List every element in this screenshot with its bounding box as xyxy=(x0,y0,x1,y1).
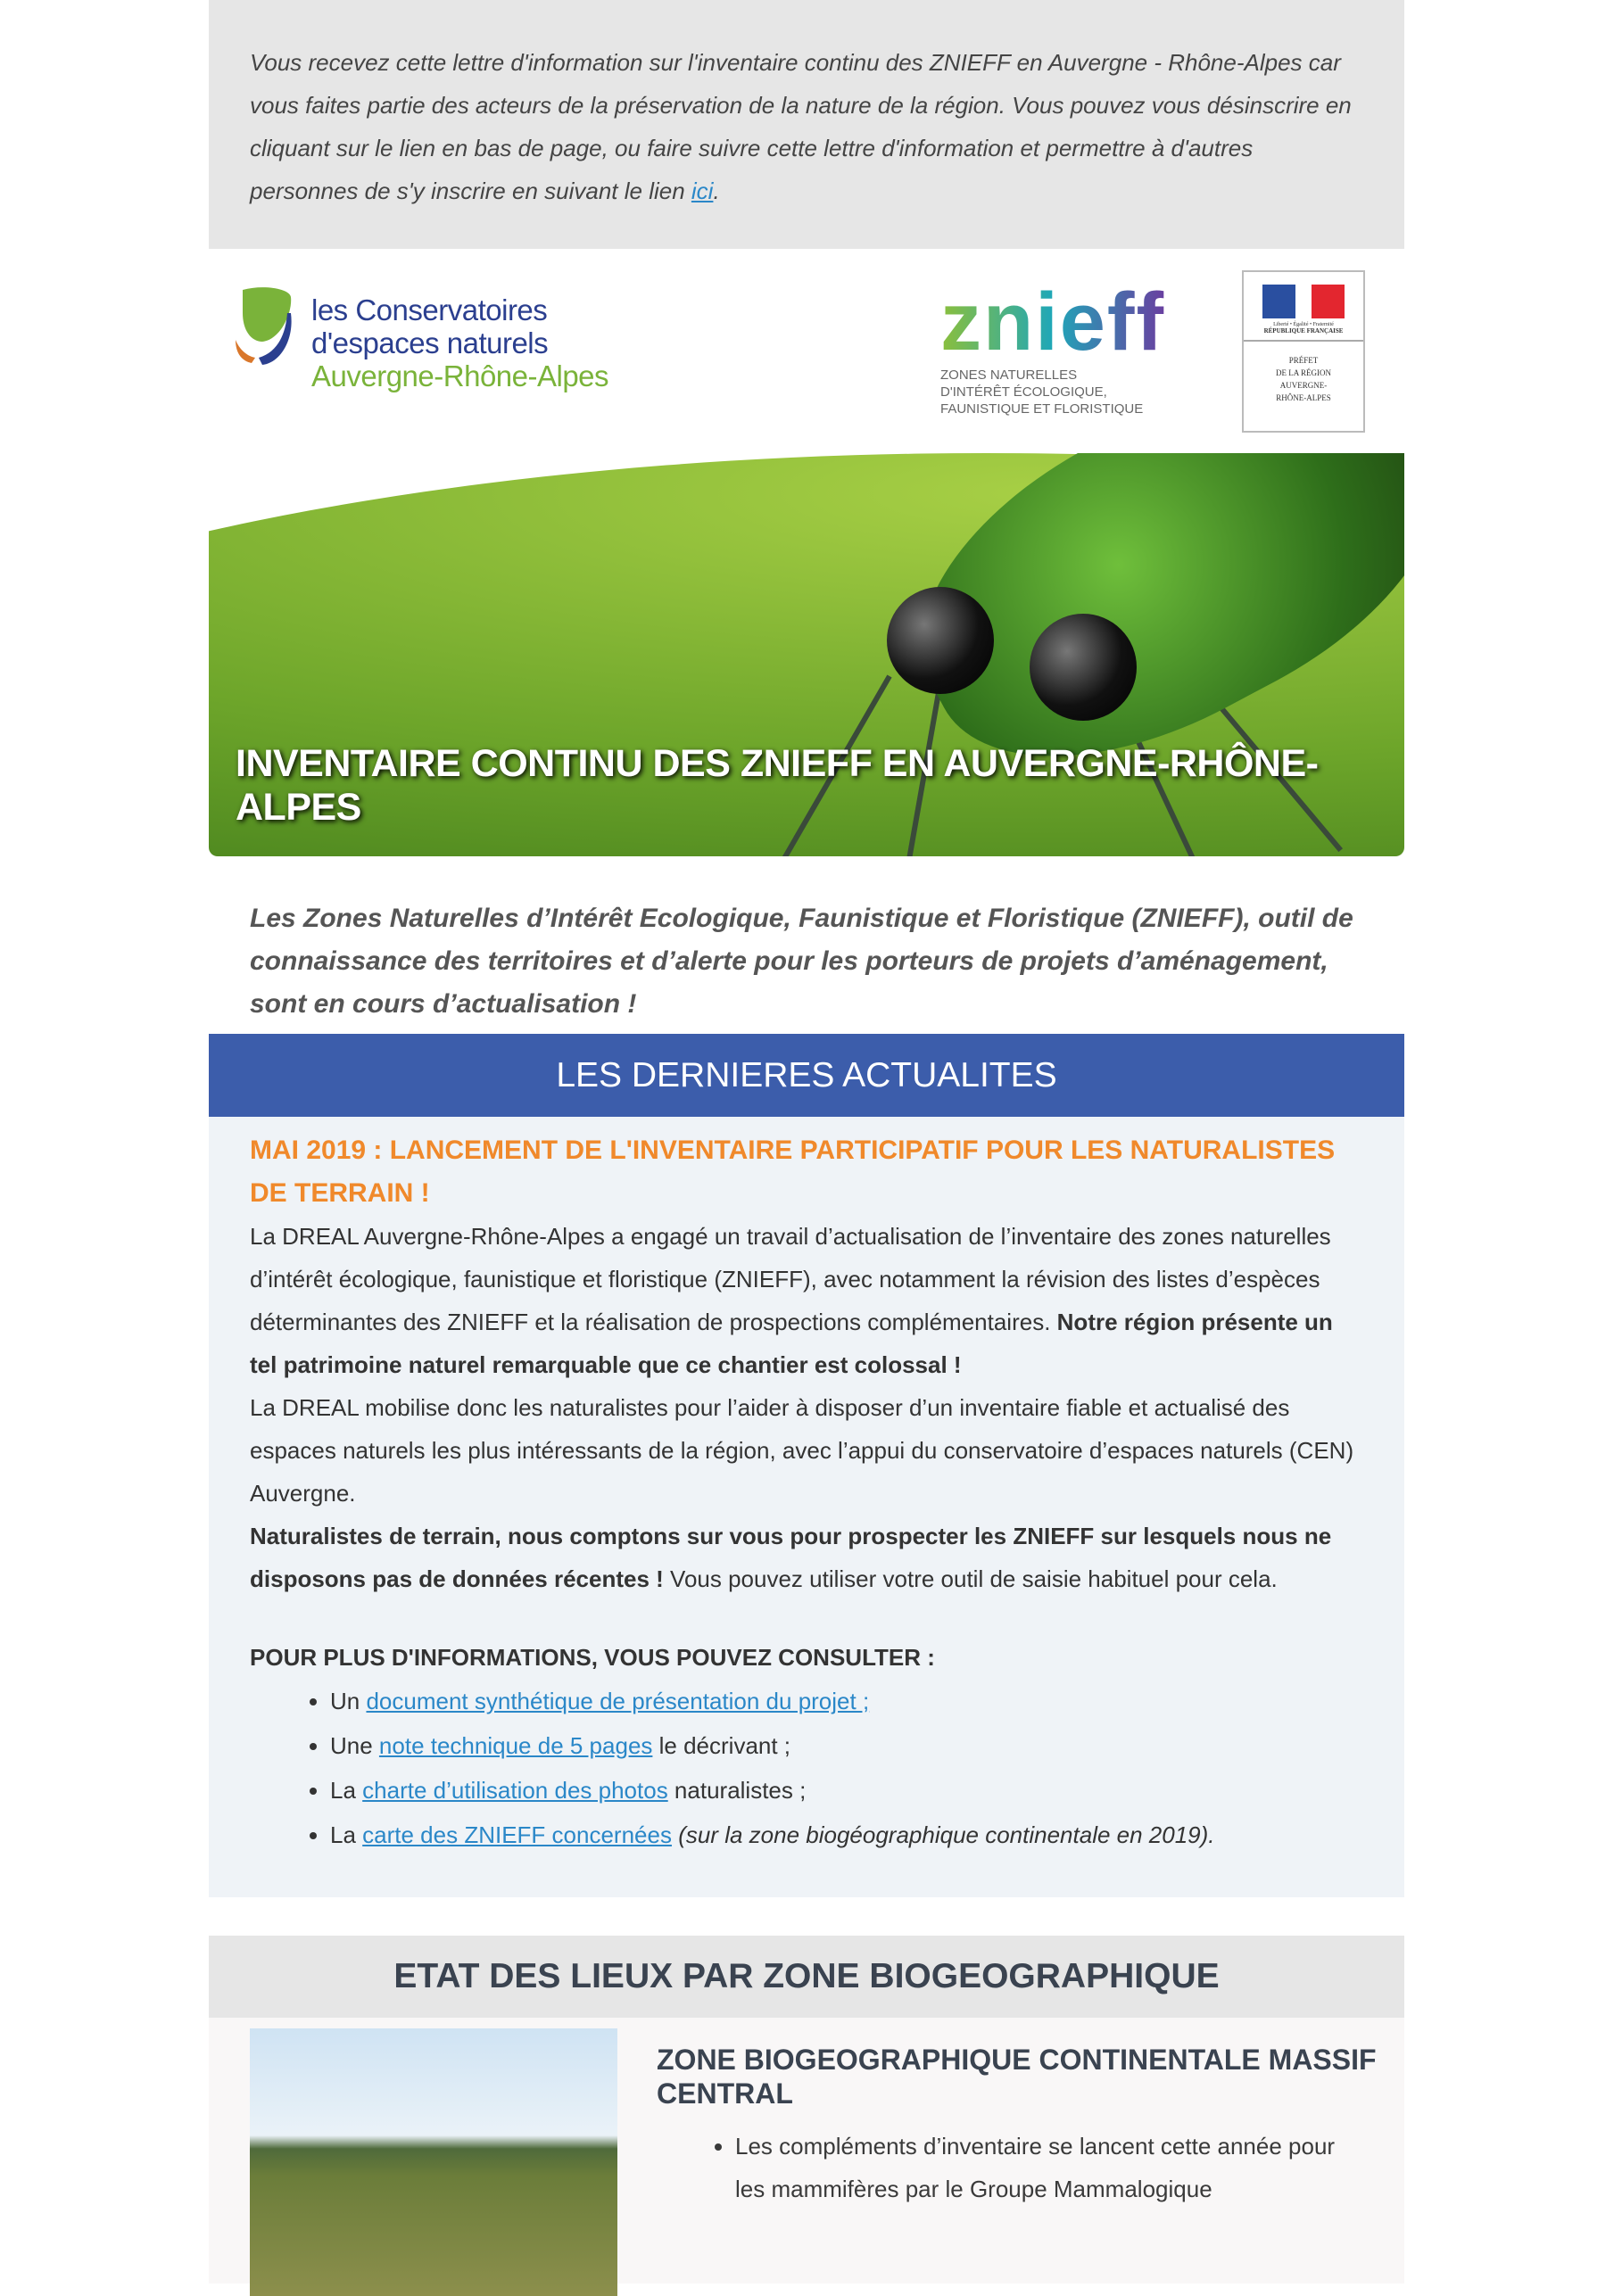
p1-bold: Notre région présente un tel patrimoine naturel remarquable que ce chantier est colossal ! xyxy=(250,1309,1333,1378)
actualites-section xyxy=(209,1117,1404,1897)
list-item xyxy=(330,1679,1363,1723)
znieff-wordmark: znieff xyxy=(940,277,1166,368)
p3-bold: Naturalistes de terrain, nous comptons sur vous pour prospecter les ZNIEFF sur lesquels nous ne disposons pas de données récentes ! xyxy=(250,1523,1332,1592)
resource-list xyxy=(330,1679,1363,1857)
zone-bullet: • Les compléments d’inventaire se lancent cette année pour les mammifères par le Groupe Mammalogique xyxy=(735,2125,1360,2210)
znieff-sub: FAUNISTIQUE ET FLORISTIQUE xyxy=(940,401,1144,417)
cen-logo-line: d'espaces naturels xyxy=(311,326,549,359)
znieff-sub: D'INTÉRÊT ÉCOLOGIQUE, xyxy=(940,384,1107,400)
list-item xyxy=(330,1813,1363,1857)
carte-link[interactable]: carte des ZNIEFF concernées xyxy=(362,1821,672,1848)
cen-logo-line: Auvergne-Rhône-Alpes xyxy=(311,359,609,392)
charte-link[interactable]: charte d’utilisation des photos xyxy=(362,1777,668,1804)
znieff-logo xyxy=(940,277,1166,417)
more-info-heading: POUR PLUS D'INFORMATIONS, VOUS POUVEZ CONSULTER : xyxy=(250,1644,935,1671)
p3: Vous pouvez utiliser votre outil de saisie habituel pour cela. xyxy=(663,1565,1278,1592)
prefet-line: DE LA RÉGION xyxy=(1276,368,1331,377)
li-pre: Un xyxy=(330,1688,367,1714)
prefet-logo xyxy=(1242,270,1365,433)
marianne-flag-icon xyxy=(1262,285,1345,318)
cen-logo-line: les Conservatoires xyxy=(311,293,548,326)
cen-logo-icon xyxy=(236,286,300,367)
zone-title: ZONE BIOGEOGRAPHIQUE CONTINENTALE MASSIF CENTRAL xyxy=(657,2044,1377,2110)
prefet-line: PRÉFET xyxy=(1288,356,1319,365)
li-post: (sur la zone biogéographique continentale en 2019). xyxy=(671,1821,1215,1848)
document-link[interactable]: document synthétique de présentation du projet ; xyxy=(366,1688,870,1714)
banner-title: INVENTAIRE CONTINU DES ZNIEFF EN AUVERGNE-RHÔNE-ALPES xyxy=(236,742,1319,829)
prefet-rf: RÉPUBLIQUE FRANÇAISE xyxy=(1263,327,1344,334)
li-pre: Une xyxy=(330,1732,379,1759)
znieff-sub: ZONES NATURELLES xyxy=(940,368,1078,383)
logos-bar xyxy=(209,249,1404,450)
zone-section xyxy=(209,2018,1404,2284)
li-pre: La xyxy=(330,1777,363,1804)
intro-end: . xyxy=(713,178,720,204)
p1: La DREAL Auvergne-Rhône-Alpes a engagé un travail d’actualisation de l’inventaire des zones naturelles d’intérêt écologique, faunistique et floristique (ZNIEFF), avec notamment la révision des listes d’espèces déterminantes des ZNIEFF et la réalisation de prospections complémentaires. xyxy=(250,1223,1331,1335)
note-link[interactable]: note technique de 5 pages xyxy=(378,1732,653,1759)
actualites-header: LES DERNIERES ACTUALITES xyxy=(209,1034,1404,1117)
news-paragraph xyxy=(250,1215,1363,1386)
lead-text: Les Zones Naturelles d’Intérêt Ecologique, Faunistique et Floristique (ZNIEFF), outil de connaissance des territoires et d’alerte pour les porteurs de projets d’aménagement, sont en cours d’actualisation ! xyxy=(250,904,1353,1019)
landscape-photo xyxy=(250,2028,617,2296)
prefet-line: RHÔNE-ALPES xyxy=(1276,393,1331,402)
news-title: MAI 2019 : LANCEMENT DE L'INVENTAIRE PARTICIPATIF POUR LES NATURALISTES DE TERRAIN ! xyxy=(250,1136,1336,1208)
intro-text: Vous recevez cette lettre d'information sur l'inventaire continu des ZNIEFF en Auvergne - Rhône-Alpes car vous faites partie des acteurs de la préservation de la nature de la région. Vous pouvez vous désinscrire en cliquant sur le lien en bas de page, ou faire suivre cette lettre d'information et permettre à d'autres personnes de s'y inscrire en suivant le lien xyxy=(250,49,1352,204)
prefet-line: AUVERGNE- xyxy=(1279,381,1328,390)
news-paragraph xyxy=(250,1515,1363,1600)
li-post: le décrivant ; xyxy=(652,1732,791,1759)
prefet-motto: Liberté • Égalité • Fraternité xyxy=(1273,322,1334,327)
li-pre: La xyxy=(330,1821,363,1848)
li-post: naturalistes ; xyxy=(667,1777,807,1804)
cen-logo xyxy=(236,285,646,401)
news-paragraph: La DREAL mobilise donc les naturalistes pour l’aider à disposer d’un inventaire fiable et actualisé des espaces naturels les plus intéressants de la région, avec l’appui du conservatoire d’espaces naturels (CEN) Auvergne. xyxy=(250,1394,1354,1507)
list-item xyxy=(330,1723,1363,1768)
intro-box xyxy=(209,0,1404,249)
zones-header: ETAT DES LIEUX PAR ZONE BIOGEOGRAPHIQUE xyxy=(209,1936,1404,2018)
banner-image xyxy=(209,453,1404,856)
list-item xyxy=(330,1768,1363,1813)
subscribe-link[interactable]: ici xyxy=(691,178,714,204)
